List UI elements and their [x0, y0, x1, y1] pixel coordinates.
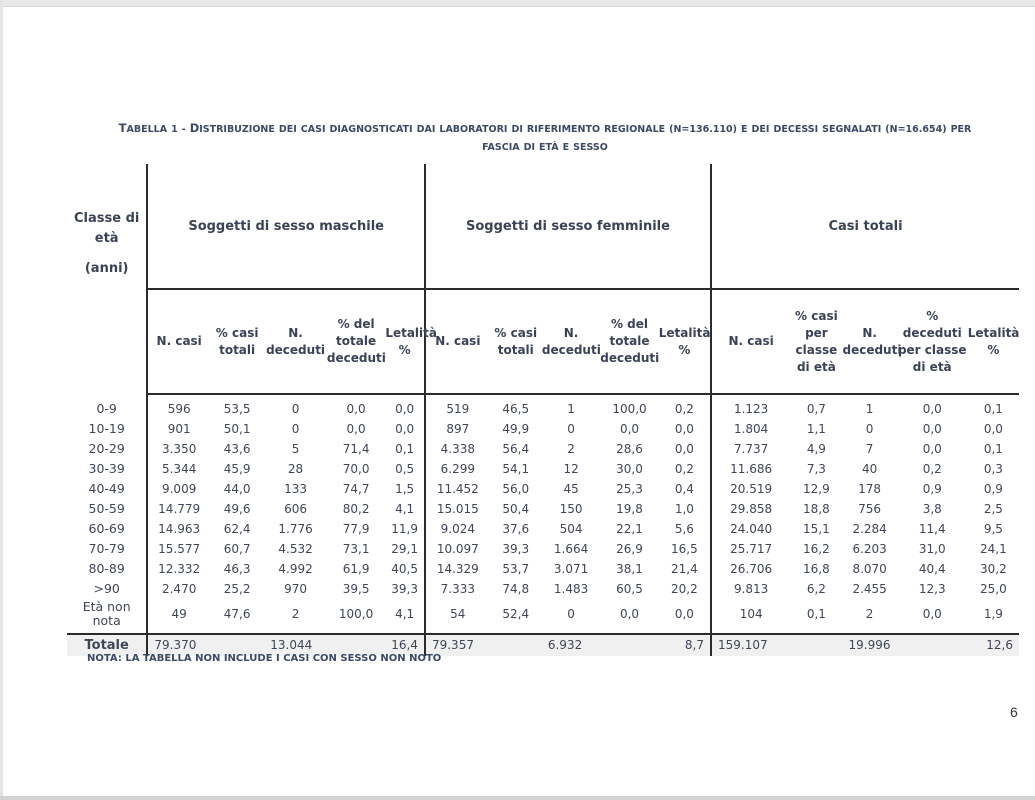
table-cell: 11,4 [918, 522, 946, 536]
table-cell: 22,1 [616, 522, 643, 536]
table-row [67, 459, 1019, 479]
table-cell: 0,0 [674, 607, 694, 621]
table-cell: 178 [858, 482, 882, 496]
table-cell: 39,3 [502, 542, 530, 556]
age-class-cell: 10-19 [67, 419, 147, 439]
table-cell: 3.071 [553, 562, 589, 576]
age-class-header-line-3: (anni) [84, 261, 129, 276]
male-pct-cases-header: % casi totali [210, 289, 264, 394]
table-row [67, 559, 1019, 579]
table-cell: 7.737 [711, 439, 790, 459]
table-cell: 46,5 [502, 402, 530, 416]
table-cell: 2 [865, 607, 874, 621]
table-cell: 0,0 [922, 442, 942, 456]
table-cell: 44,0 [223, 482, 251, 496]
table-cell: 1,1 [806, 422, 826, 436]
table-row [67, 579, 1019, 599]
table-cell: 150 [559, 502, 583, 516]
table-body [67, 394, 1019, 634]
table-cell: 9.009 [161, 482, 197, 496]
table-cell: 38,1 [616, 562, 643, 576]
table-cell: 40,4 [918, 562, 946, 576]
table-cell: 6.203 [852, 542, 887, 556]
table-cell: 6,2 [806, 582, 826, 596]
table-cell: 11.686 [711, 459, 790, 479]
female-pct-deaths-header: % del totale deceduti [600, 289, 658, 394]
female-total-lethality: 8,7 [659, 634, 711, 656]
male-lethality-header: Letalità % [385, 289, 425, 394]
table-cell: 12,9 [803, 482, 830, 496]
table-cell: 4.992 [278, 562, 313, 576]
table-cell: 18,8 [803, 502, 830, 516]
table-cell: 9.024 [425, 519, 490, 539]
table-cell: 7 [865, 442, 874, 456]
table-cell: 0,1 [806, 607, 826, 621]
table-cell: 1 [567, 402, 575, 416]
table-note: NOTA: LA TABELLA NON INCLUDE I CASI CON SESSO NON NOTO [87, 653, 442, 664]
table-cell: 14.779 [158, 502, 201, 516]
table-cell: 45,9 [223, 462, 251, 476]
age-class-header-line-1: Classe di [74, 211, 140, 226]
table-cell: 7,3 [806, 462, 826, 476]
age-class-cell: 70-79 [67, 539, 147, 559]
table-cell: 19,8 [616, 502, 643, 516]
table-row [67, 439, 1019, 459]
table-cell: 0,9 [922, 482, 942, 496]
table-cell: 0 [291, 422, 300, 436]
table-cell: 756 [858, 502, 882, 516]
age-class-cell: Età non nota [67, 599, 147, 634]
grand-total-deaths: 19.996 [842, 634, 967, 656]
table-cell: 50,4 [502, 502, 530, 516]
age-class-cell: 20-29 [67, 439, 147, 459]
table-cell: 25,2 [223, 582, 251, 596]
table-cell: 1 [865, 402, 874, 416]
table-cell: 0,0 [346, 422, 366, 436]
age-sex-distribution-table [67, 164, 1019, 656]
table-cell: 70,0 [342, 462, 370, 476]
table-cell: 4,1 [395, 607, 415, 621]
table-cell: 4.338 [425, 439, 490, 459]
table-cell: 0 [567, 422, 575, 436]
table-cell: 40 [861, 462, 878, 476]
table-cell: 1.664 [553, 542, 589, 556]
table-cell: 56,0 [502, 482, 530, 496]
table-cell: 61,9 [342, 562, 370, 576]
table-cell: 2,5 [983, 502, 1003, 516]
age-class-header-line-2: età [94, 231, 119, 246]
table-cell: 0,0 [619, 607, 640, 621]
table-cell: 31,0 [918, 542, 946, 556]
table-cell: 60,7 [223, 542, 251, 556]
table-cell: 9,5 [983, 522, 1003, 536]
total-group-header: Casi totali [711, 164, 1019, 289]
table-cell: 25,3 [616, 482, 643, 496]
table-cell: 49 [171, 607, 187, 621]
table-cell: 12.332 [158, 562, 201, 576]
caption-line-1: TABELLA 1 - DISTRIBUZIONE DEI CASI DIAGNOSTICATI DAI LABORATORI DI RIFERIMENTO REGIONALE (N=136.110) E DEI DECESSI SEGNALATI (N=16.654) PER [118, 121, 972, 135]
table-cell: 60,5 [616, 582, 643, 596]
male-pct-deaths-header: % del totale deceduti [327, 289, 385, 394]
viewer-top-edge [0, 0, 1035, 7]
table-row [67, 519, 1019, 539]
table-cell: 0,0 [674, 422, 694, 436]
table-cell: 100,0 [612, 402, 647, 416]
table-cell: 62,4 [223, 522, 251, 536]
table-cell: 7.333 [425, 579, 490, 599]
table-cell: 2 [567, 442, 575, 456]
age-class-cell: 40-49 [67, 479, 147, 499]
table-row [67, 539, 1019, 559]
table-cell: 0,2 [922, 462, 942, 476]
table-cell: 26,9 [616, 542, 643, 556]
table-cell: 5.344 [161, 462, 197, 476]
table-cell: 43,6 [223, 442, 251, 456]
table-cell: 39,5 [342, 582, 370, 596]
table-cell: 12 [563, 462, 579, 476]
table-cell: 10.097 [425, 539, 490, 559]
table-cell: 504 [559, 522, 583, 536]
table-cell: 596 [167, 402, 191, 416]
table-cell: 5,6 [674, 522, 694, 536]
table-cell: 0,0 [395, 422, 415, 436]
table-cell: 606 [284, 502, 308, 516]
table-cell: 0,5 [395, 462, 415, 476]
table-cell: 71,4 [342, 442, 370, 456]
table-cell: 1,0 [674, 502, 694, 516]
table-cell: 39,3 [391, 582, 418, 596]
table-cell: 0,4 [674, 482, 694, 496]
grand-total-cases: 159.107 [711, 634, 843, 656]
table-cell: 50,1 [223, 422, 251, 436]
total-deaths-header: N. deceduti [842, 289, 896, 394]
table-cell: 52,4 [502, 607, 530, 621]
table-row [67, 479, 1019, 499]
female-pct-cases-header: % casi totali [490, 289, 542, 394]
table-cell: 0,0 [346, 402, 366, 416]
table-cell: 9.813 [711, 579, 790, 599]
table-cell: 24,1 [980, 542, 1007, 556]
table-cell: 0 [865, 422, 874, 436]
table-cell: 47,6 [223, 607, 251, 621]
table-cell: 74,8 [502, 582, 530, 596]
table-cell: 6.299 [425, 459, 490, 479]
table-cell: 73,1 [342, 542, 370, 556]
table-cell: 16,2 [803, 542, 830, 556]
table-cell: 53,7 [502, 562, 530, 576]
table-cell: 1,9 [983, 607, 1003, 621]
table-cell: 28,6 [616, 442, 643, 456]
table-cell: 1.804 [711, 419, 790, 439]
table-cell: 0,3 [983, 462, 1003, 476]
table-cell: 49,9 [502, 422, 530, 436]
table-cell: 3.350 [161, 442, 197, 456]
table-cell: 0,0 [983, 422, 1003, 436]
total-cases-header: N. casi [711, 289, 790, 394]
table-cell: 15.577 [158, 542, 201, 556]
table-cell: 5 [291, 442, 300, 456]
table-cell: 0,1 [395, 442, 415, 456]
table-cell: 30,2 [980, 562, 1007, 576]
age-class-header [67, 164, 147, 394]
table-cell: 11,9 [391, 522, 418, 536]
table-cell: 20.519 [711, 479, 790, 499]
table-row [67, 599, 1019, 634]
table-cell: 16,5 [671, 542, 698, 556]
table-cell: 104 [711, 599, 790, 634]
table-cell: 1,5 [395, 482, 415, 496]
table-cell: 54 [425, 599, 490, 634]
table-cell: 901 [167, 422, 191, 436]
subheader-row [67, 289, 1019, 394]
male-total-deaths: 13.044 [264, 634, 385, 656]
table-cell: 0,2 [674, 402, 694, 416]
table-row [67, 499, 1019, 519]
table-cell: 2.455 [852, 582, 887, 596]
table-cell: 2.470 [161, 582, 197, 596]
table-cell: 77,9 [342, 522, 370, 536]
table-cell: 2 [291, 607, 300, 621]
table-cell: 1.483 [553, 582, 589, 596]
table-cell: 0,0 [922, 422, 942, 436]
age-class-cell: 60-69 [67, 519, 147, 539]
female-deaths-header: N. deceduti [542, 289, 600, 394]
table-cell: 49,6 [223, 502, 251, 516]
table-cell: 0,1 [983, 442, 1003, 456]
table-cell: 1.776 [278, 522, 313, 536]
table-cell: 15.015 [425, 499, 490, 519]
table-cell: 14.963 [158, 522, 201, 536]
grand-total-lethality: 12,6 [968, 634, 1019, 656]
total-lethality-header: Letalità % [968, 289, 1019, 394]
table-cell: 0,9 [983, 482, 1003, 496]
totals-label: Totale [67, 634, 147, 656]
table-cell: 25,0 [980, 582, 1007, 596]
table-cell: 29,1 [391, 542, 418, 556]
female-lethality-header: Letalità % [659, 289, 711, 394]
table-cell: 14.329 [425, 559, 490, 579]
table-caption [70, 120, 1020, 156]
table-cell: 4,9 [806, 442, 826, 456]
group-header-row [67, 164, 1019, 289]
age-class-cell: 0-9 [67, 394, 147, 419]
table-cell: 45 [563, 482, 579, 496]
age-class-cell: 80-89 [67, 559, 147, 579]
table-cell: 40,5 [391, 562, 418, 576]
table-cell: 54,1 [502, 462, 530, 476]
viewer-left-edge [0, 0, 3, 800]
table-cell: 26.706 [711, 559, 790, 579]
table-cell: 2.284 [852, 522, 887, 536]
age-class-cell: 50-59 [67, 499, 147, 519]
table-cell: 519 [425, 394, 490, 419]
table-cell: 0,7 [806, 402, 826, 416]
table-cell: 29.858 [711, 499, 790, 519]
table-cell: 74,7 [342, 482, 370, 496]
table-cell: 20,2 [671, 582, 698, 596]
table-cell: 0,0 [922, 402, 942, 416]
female-cases-header: N. casi [425, 289, 490, 394]
table-cell: 0,0 [674, 442, 694, 456]
table-cell: 80,2 [342, 502, 370, 516]
table-cell: 0 [567, 607, 575, 621]
table-cell: 30,0 [616, 462, 643, 476]
table-cell: 24.040 [711, 519, 790, 539]
table-cell: 970 [284, 582, 308, 596]
table-cell: 0 [291, 402, 300, 416]
male-deaths-header: N. deceduti [264, 289, 327, 394]
table-cell: 1.123 [711, 394, 790, 419]
table-cell: 3,8 [922, 502, 942, 516]
female-total-deaths: 6.932 [542, 634, 659, 656]
male-group-header: Soggetti di sesso maschile [147, 164, 425, 289]
page-number: 6 [1010, 704, 1018, 720]
table-cell: 15,1 [803, 522, 830, 536]
table-cell: 25.717 [711, 539, 790, 559]
female-total-cases: 79.357 [425, 634, 542, 656]
table-cell: 21,4 [671, 562, 698, 576]
table-row [67, 394, 1019, 419]
table-cell: 16,8 [803, 562, 830, 576]
table-cell: 37,6 [502, 522, 530, 536]
table-cell: 28 [287, 462, 304, 476]
table-cell: 897 [425, 419, 490, 439]
age-class-cell: >90 [67, 579, 147, 599]
table-cell: 100,0 [338, 607, 374, 621]
male-total-lethality: 16,4 [385, 634, 425, 656]
table-cell: 11.452 [425, 479, 490, 499]
table-cell: 56,4 [502, 442, 530, 456]
table-cell: 4,1 [395, 502, 415, 516]
table-cell: 133 [284, 482, 308, 496]
male-total-cases: 79.370 [147, 634, 264, 656]
table-cell: 0,0 [922, 607, 942, 621]
table-cell: 4.532 [278, 542, 313, 556]
female-group-header: Soggetti di sesso femminile [425, 164, 711, 289]
age-class-cell: 30-39 [67, 459, 147, 479]
table-cell: 53,5 [223, 402, 251, 416]
table-cell: 46,3 [223, 562, 251, 576]
caption-line-2: FASCIA DI ETÀ E SESSO [482, 142, 608, 153]
table-cell: 8.070 [852, 562, 887, 576]
table-row [67, 419, 1019, 439]
table-cell: 0,0 [619, 422, 640, 436]
male-cases-header: N. casi [147, 289, 210, 394]
table-cell: 0,2 [674, 462, 694, 476]
viewer-bottom-edge [0, 796, 1035, 800]
total-pct-deaths-header: % deceduti per classe di età [897, 289, 968, 394]
table-cell: 0,1 [983, 402, 1003, 416]
table-cell: 0,0 [395, 402, 415, 416]
table-cell: 12,3 [918, 582, 946, 596]
total-pct-cases-header: % casi per classe di età [790, 289, 842, 394]
